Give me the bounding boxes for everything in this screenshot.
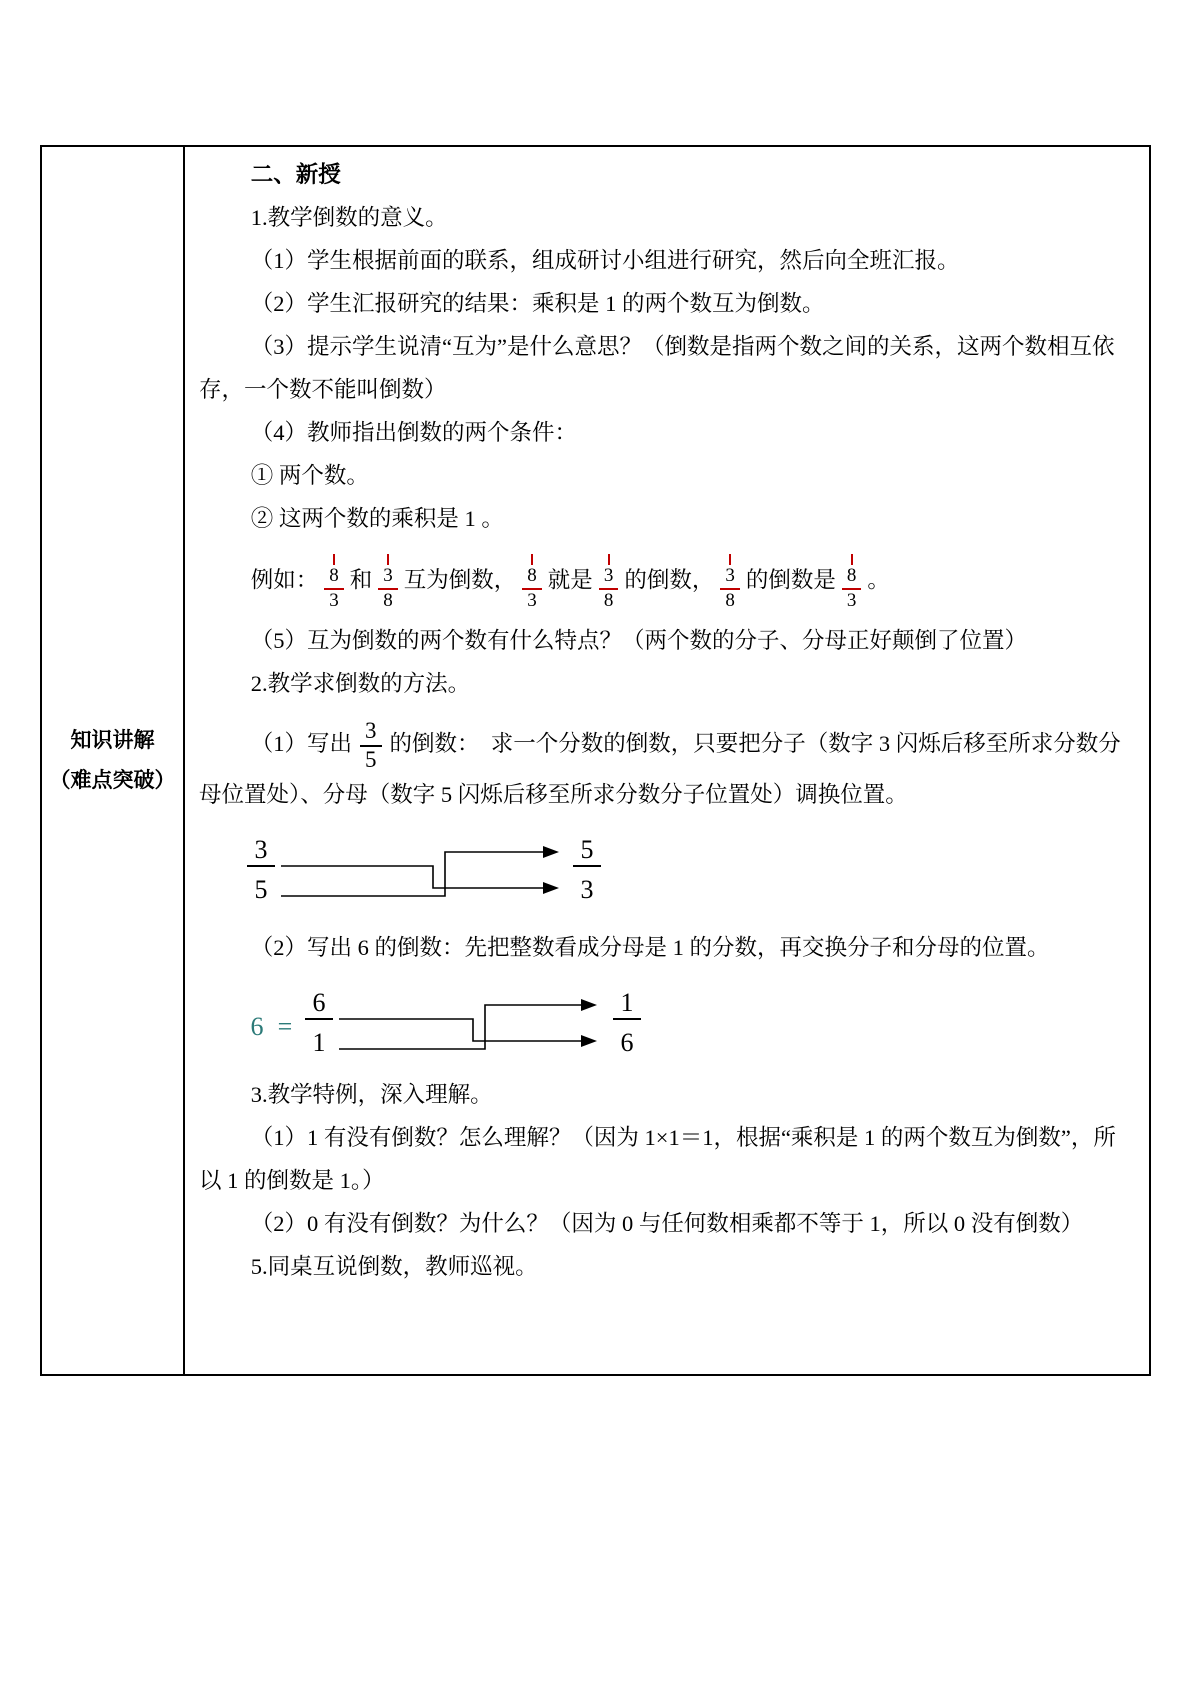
cursor-tick: [851, 554, 853, 565]
swap-diagram-svg: [245, 830, 625, 910]
fraction-3-5: $\frac{3}{5}$: [360, 719, 382, 773]
example-text: 的倒数是: [745, 567, 836, 593]
para-characteristic: （5）互为倒数的两个数有什么特点？（两个数的分子、分母正好颠倒了位置）: [250, 628, 1028, 654]
cursor-tick: [333, 554, 335, 565]
example-text: 互为倒数，: [403, 567, 517, 593]
example-text: 和: [349, 567, 373, 593]
section-label-line1: 知识讲解: [70, 728, 155, 752]
example-text: 就是: [547, 567, 593, 593]
lesson-content-cell: [185, 147, 1149, 1374]
diagram1-left-numerator: 3: [254, 834, 268, 864]
fraction-8-3: $\frac{8}{3}$: [522, 554, 542, 611]
para-write-reciprocal-integer: （2）写出 6 的倒数：先把整数看成分母是 1 的分数，再交换分子和分母的位置。: [250, 934, 1050, 960]
diagram1-right-denominator: 3: [580, 874, 594, 904]
example-text: 例如：: [250, 567, 319, 593]
heading-new-lesson: 二、新授: [250, 162, 341, 187]
para-reciprocal-of-1: （1）1 有没有倒数？怎么理解？（因为 1×1＝1，根据“乘积是 1 的两个数互为倒数”，所以 1 的倒数是 1。）: [199, 1124, 1116, 1193]
section-label: [50, 721, 176, 801]
swap-path-denominator: [339, 1005, 583, 1049]
example-text: 。: [867, 567, 890, 593]
para-reciprocal-of-0: （2）0 有没有倒数？为什么？（因为 0 与任何数相乘都不等于 1，所以 0 没有倒数）: [250, 1210, 1084, 1236]
fraction-8-3: $\frac{8}{3}$: [324, 554, 344, 611]
swap-diagram-fraction-3-5: [245, 830, 1127, 910]
swap-path-denominator: [281, 852, 545, 896]
arrowhead-bottom: [581, 1035, 597, 1047]
diagram1-left-denominator: 5: [254, 874, 268, 904]
cursor-tick: [729, 554, 731, 565]
example-text: 的倒数，: [624, 567, 715, 593]
para-special-cases: 3.教学特例，深入理解。: [250, 1081, 493, 1107]
fraction-3-8: $\frac{3}{8}$: [720, 554, 740, 611]
swap-diagram-svg: [245, 983, 665, 1063]
swap-diagram-integer-6: [245, 983, 1127, 1063]
diagram1-right-numerator: 5: [580, 834, 594, 864]
cursor-tick: [531, 554, 533, 565]
section-label-line2: （难点突破）: [49, 768, 176, 792]
para-mutual-meaning: （3）提示学生说清“互为”是什么意思？（倒数是指两个数之间的关系，这两个数相互依存，一个数不能叫倒数）: [199, 334, 1115, 402]
para-group-research: （1）学生根据前面的联系，组成研讨小组进行研究，然后向全班汇报。: [250, 248, 960, 273]
diagram2-left-numerator: 6: [312, 987, 326, 1017]
swap-path-numerator: [281, 866, 545, 888]
para-report-result: （2）学生汇报研究的结果：乘积是 1 的两个数互为倒数。: [250, 291, 825, 316]
para-two-conditions: （4）教师指出倒数的两个条件：: [250, 420, 578, 445]
diagram2-right-denominator: 6: [620, 1027, 634, 1057]
fraction-3-8: $\frac{3}{8}$: [599, 554, 619, 611]
para-method-of-finding: 2.教学求倒数的方法。: [250, 671, 471, 697]
example-line: [199, 554, 1127, 611]
cursor-tick: [387, 554, 389, 565]
fraction-3-8: $\frac{3}{8}$: [378, 554, 398, 611]
diagram2-right-numerator: 1: [620, 987, 634, 1017]
para-deskmate-practice: 5.同桌互说倒数，教师巡视。: [250, 1253, 538, 1279]
para-condition-2: ② 这两个数的乘积是 1 。: [250, 506, 504, 531]
para-meaning-of-reciprocal: 1.教学倒数的意义。: [250, 205, 448, 230]
arrowhead-top: [543, 846, 559, 858]
fraction-8-3: $\frac{8}{3}$: [842, 554, 862, 611]
diagram2-left-denominator: 1: [312, 1027, 326, 1057]
equals-sign: =: [277, 1011, 293, 1041]
arrowhead-top: [581, 999, 597, 1011]
para-condition-1: ① 两个数。: [250, 463, 369, 488]
swap-path-numerator: [339, 1019, 583, 1041]
cursor-tick: [608, 554, 610, 565]
para-write-reciprocal-fraction: （1）写出 $\frac{3}{5}$ 的倒数： 求一个分数的倒数，只要把分子（数字 3 闪烁后移至所求分数分母位置处）、分母（数字 5 闪烁后移至所求分数分子位置处）调换位置。: [199, 718, 1121, 807]
section-label-cell: [42, 147, 185, 1374]
lesson-plan-table: [40, 145, 1151, 1376]
arrowhead-bottom: [543, 882, 559, 894]
diagram2-integer: 6: [250, 1011, 264, 1041]
